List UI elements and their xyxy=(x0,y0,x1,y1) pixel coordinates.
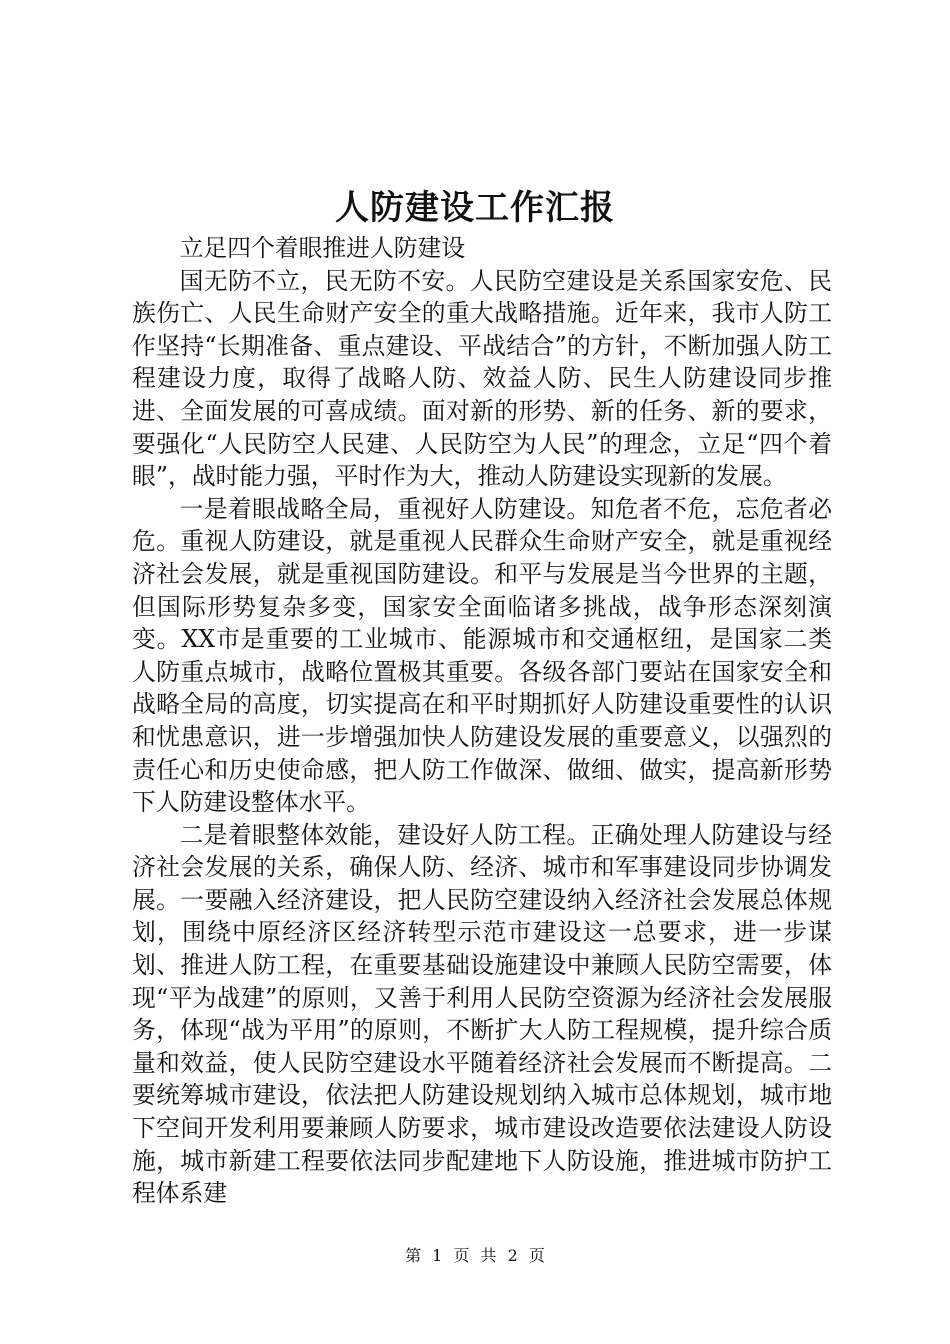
page-number-footer: 第 1 页 共 2 页 xyxy=(405,1246,545,1265)
paragraph-intro: 国无防不立，民无防不安。人民防空建设是关系国家安危、民族伤亡、人民生命财产安全的重大战略措施。近年来，我市人防工作坚持“长期准备、重点建设、平战结合”的方针，不断加强人防工程建设力度，取得了战略人防、效益人防、民生人防建设同步推进、全面发展的可喜成绩。面对新的形势、新的任务、新的要求，要强化“人民防空人民建、人民防空为人民”的理念，立足“四个着眼”，战时能力强，平时作为大，推动人防建设实现新的发展。 xyxy=(132,266,832,491)
paragraph-point-one: 一是着眼战略全局，重视好人防建设。知危者不危，忘危者必危。重视人防建设，就是重视人民群众生命财产安全，就是重视经济社会发展，就是重视国防建设。和平与发展是当今世界的主题，但国际形势复杂多变，国家安全面临诸多挑战，战争形态深刻演变。XX市是重要的工业城市、能源城市和交通枢纽，是国家二类人防重点城市，战略位置极其重要。各级各部门要站在国家安全和战略全局的高度，切实提高在和平时期抓好人防建设重要性的认识和忧患意识，进一步增强加快人防建设发展的重要意义，以强烈的责任心和历史使命感，把人防工作做深、做细、做实，提高新形势下人防建设整体水平。 xyxy=(132,494,832,817)
document-body xyxy=(132,232,832,1210)
paragraph-point-two: 二是着眼整体效能，建设好人防工程。正确处理人防建设与经济社会发展的关系，确保人防、经济、城市和军事建设同步协调发展。一要融入经济建设，把人民防空建设纳入经济社会发展总体规划，围绕中原经济区经济转型示范市建设这一总要求，进一步谋划、推进人防工程，在重要基础设施建设中兼顾人民防空需要，体现“平为战建”的原则，又善于利用人民防空资源为经济社会发展服务，体现“战为平用”的原则，不断扩大人防工程规模，提升综合质量和效益，使人民防空建设水平随着经济社会发展而不断提高。二要统筹城市建设，依法把人防建设规划纳入城市总体规划，城市地下空间开发利用要兼顾人防要求，城市建设改造要依法建设人防设施，城市新建工程要依法同步配建地下人防设施，推进城市防护工程体系建 xyxy=(132,820,832,1208)
document-title: 人防建设工作汇报 xyxy=(335,188,615,228)
document-subtitle: 立足四个着眼推进人防建设 xyxy=(179,234,466,262)
